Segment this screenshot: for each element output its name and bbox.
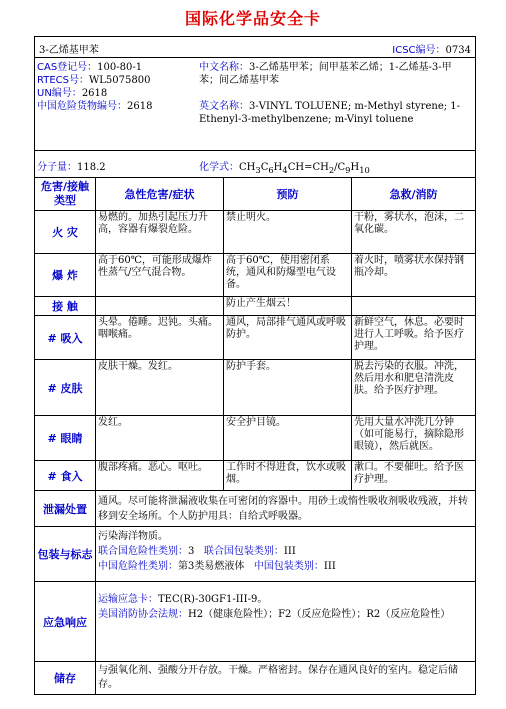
mw-label: 分子量： (37, 162, 77, 173)
molecular-weight (37, 158, 106, 173)
transport-card-value: TEC(R)-30GF1-III-9。 (158, 594, 268, 605)
formula-part: C (260, 162, 269, 173)
un-pack-value: III (283, 546, 296, 557)
row-type: # 食入 (35, 461, 96, 490)
header-hazard: 急性危害/症状 (96, 178, 224, 210)
formula-part: H (273, 162, 283, 173)
formula-part: /C (334, 162, 346, 173)
hazard-row-inhalation (35, 316, 475, 360)
chinese-name (199, 61, 471, 87)
transport-card-label: 运输应急卡： (98, 594, 158, 605)
row-prevention: 防护手套。 (224, 360, 352, 415)
english-name (199, 100, 471, 126)
row-type: 爆 炸 (35, 254, 96, 296)
hazard-row-contact (35, 297, 475, 316)
hazard-row-eyes (35, 416, 475, 461)
cn-class-label: 中国危险性类别： (98, 561, 178, 572)
row-aid: 着火时，喷雾状水保持钢瓶冷却。 (354, 255, 464, 278)
cas-number (37, 61, 197, 74)
hazard-row-fire (35, 211, 475, 254)
row-hazard: 皮肤干燥。发红。 (96, 360, 224, 415)
cn-classification (98, 559, 473, 574)
row-prevention: 高于60℃，使用密闭系统，通风和防爆型电气设备。 (224, 254, 352, 296)
rtecs-value: WL5075800 (88, 75, 151, 86)
card-title: 国际化学品安全卡 (184, 9, 321, 28)
name-row (35, 37, 475, 58)
row-type: 火 灾 (35, 211, 96, 253)
formula-part: H (350, 162, 360, 173)
cas-value: 100-80-1 (97, 62, 143, 73)
formula-sub: 3 (255, 165, 261, 175)
formula-label: 化学式： (199, 162, 239, 173)
header-type: 危害/接触类型 (35, 178, 96, 210)
cn-number (37, 100, 197, 113)
row-prevention: 通风，局部排气通风或呼吸防护。 (224, 316, 352, 359)
un-value: 2618 (81, 88, 108, 99)
cn-pack-value: III (323, 561, 336, 572)
rtecs-label: RTECS号： (37, 75, 89, 86)
emergency-row (35, 582, 475, 662)
hazard-table-header (35, 178, 475, 211)
storage-row (35, 662, 475, 694)
un-pack-label: 联合国包装类别： (203, 546, 284, 557)
row-aid: 脱去污染的衣服。冲洗，然后用水和肥皂清洗皮肤。给予医疗护理。 (354, 361, 464, 396)
hazard-row-explosion (35, 254, 475, 297)
cn-name-value: 3-乙烯基甲苯；间甲基苯乙烯；1-乙烯基-3-甲苯；间乙烯基甲苯 (199, 62, 452, 86)
packaging-label: 包装与标志 (35, 527, 96, 581)
icsc-label: ICSC编号： (392, 45, 446, 56)
header-aid: 急救/消防 (389, 188, 438, 201)
spill-row (35, 491, 475, 527)
formula-part: CH (239, 162, 256, 173)
row-type: 接 触 (35, 297, 96, 315)
icsc-number (392, 41, 471, 56)
row-prevention: 工作时不得进食，饮水或吸烟。 (224, 461, 352, 490)
emergency-content (96, 582, 475, 661)
row-aid (352, 297, 475, 315)
row-type: # 皮肤 (35, 360, 96, 415)
transport-card (98, 592, 473, 607)
spill-label: 泄漏处置 (35, 491, 96, 526)
nfpa-value: H2（健康危险性）；F2（反应危险性）；R2（反应危险性） (188, 609, 451, 620)
row-aid: 漱口。不要催吐。给予医疗护理。 (354, 462, 464, 485)
row-aid: 新鲜空气，休息。必要时进行人工呼吸。给予医疗护理。 (354, 317, 464, 352)
row-aid: 干粉，雾状水，泡沫，二氧化碳。 (354, 212, 464, 235)
row-hazard: 高于60℃，可能形成爆炸性蒸气/空气混合物。 (96, 254, 224, 296)
cas-label: CAS登记号： (37, 62, 98, 73)
nfpa-label: 美国消防协会法规： (98, 609, 188, 620)
formula-part: CH=CH (287, 162, 329, 173)
packaging-line1: 污染海洋物质。 (98, 531, 168, 542)
hazard-row-ingestion (35, 461, 475, 491)
header-prevention: 预防 (224, 178, 352, 210)
safety-card (34, 36, 476, 695)
en-name-label: 英文名称： (199, 101, 249, 112)
row-hazard: 易燃的。加热引起压力升高，容器有爆裂危险。 (96, 211, 224, 253)
icsc-value: 0734 (445, 45, 471, 56)
row-type: # 眼睛 (35, 416, 96, 460)
spill-text: 通风。尽可能将泄漏液收集在可密闭的容器中。用砂土或惰性吸收剂吸收残液，并转移到安全场所。个人防护用具：自给式呼吸器。 (98, 496, 468, 522)
formula-sub: 9 (345, 165, 351, 175)
cn-name-label: 中文名称： (199, 62, 249, 73)
en-name-value: 3-VINYL TOLUENE; m-Methyl styrene; 1-Ethenyl-3-methylbenzene; m-Vinyl toluene (199, 101, 461, 125)
row-hazard: 发红。 (96, 416, 224, 460)
cn-value: 2618 (127, 101, 153, 112)
row-hazard: 头晕。倦睡。迟钝。头痛。咽喉痛。 (96, 316, 224, 359)
chemical-formula (199, 158, 370, 175)
formula-sub: 6 (268, 165, 274, 175)
packaging-row (35, 527, 475, 582)
nfpa-code (98, 607, 473, 622)
storage-text: 与强氧化剂、强酸分开存放。干燥。严格密封。保存在通风良好的室内。稳定后储存。 (98, 665, 458, 690)
identifier-row (35, 58, 475, 151)
un-class-value: 3 (188, 546, 195, 557)
cn-pack-label: 中国包装类别： (253, 561, 324, 572)
un-number (37, 87, 197, 100)
row-aid: 先用大量水冲洗几分钟（如可能易行，摘除隐形眼镜），然后就医。 (354, 417, 464, 452)
chemical-name: 3-乙烯基甲苯 (39, 45, 99, 56)
row-type: # 吸入 (35, 316, 96, 359)
storage-label: 储存 (35, 662, 96, 694)
mw-value: 118.2 (77, 162, 106, 173)
formula-sub: 10 (359, 165, 370, 175)
row-hazard (96, 297, 224, 315)
cn-class-value: 第3类易燃液体 (178, 561, 245, 572)
hazard-row-skin (35, 360, 475, 416)
rtecs-number (37, 74, 197, 87)
row-prevention: 安全护目镜。 (224, 416, 352, 460)
cn-label: 中国危险货物编号： (37, 101, 127, 112)
formula-sub: 2 (328, 165, 335, 175)
row-prevention: 禁止明火。 (224, 211, 352, 253)
row-hazard: 腹部疼痛。恶心。呕吐。 (96, 461, 224, 490)
row-prevention: 防止产生烟云！ (224, 297, 352, 315)
un-classification (98, 544, 473, 559)
un-label: UN编号： (37, 88, 82, 99)
packaging-content (96, 527, 475, 581)
emergency-label: 应急响应 (35, 582, 96, 661)
un-class-label: 联合国危险性类别： (98, 546, 188, 557)
formula-sub: 4 (282, 165, 288, 175)
formula-row (35, 151, 475, 178)
